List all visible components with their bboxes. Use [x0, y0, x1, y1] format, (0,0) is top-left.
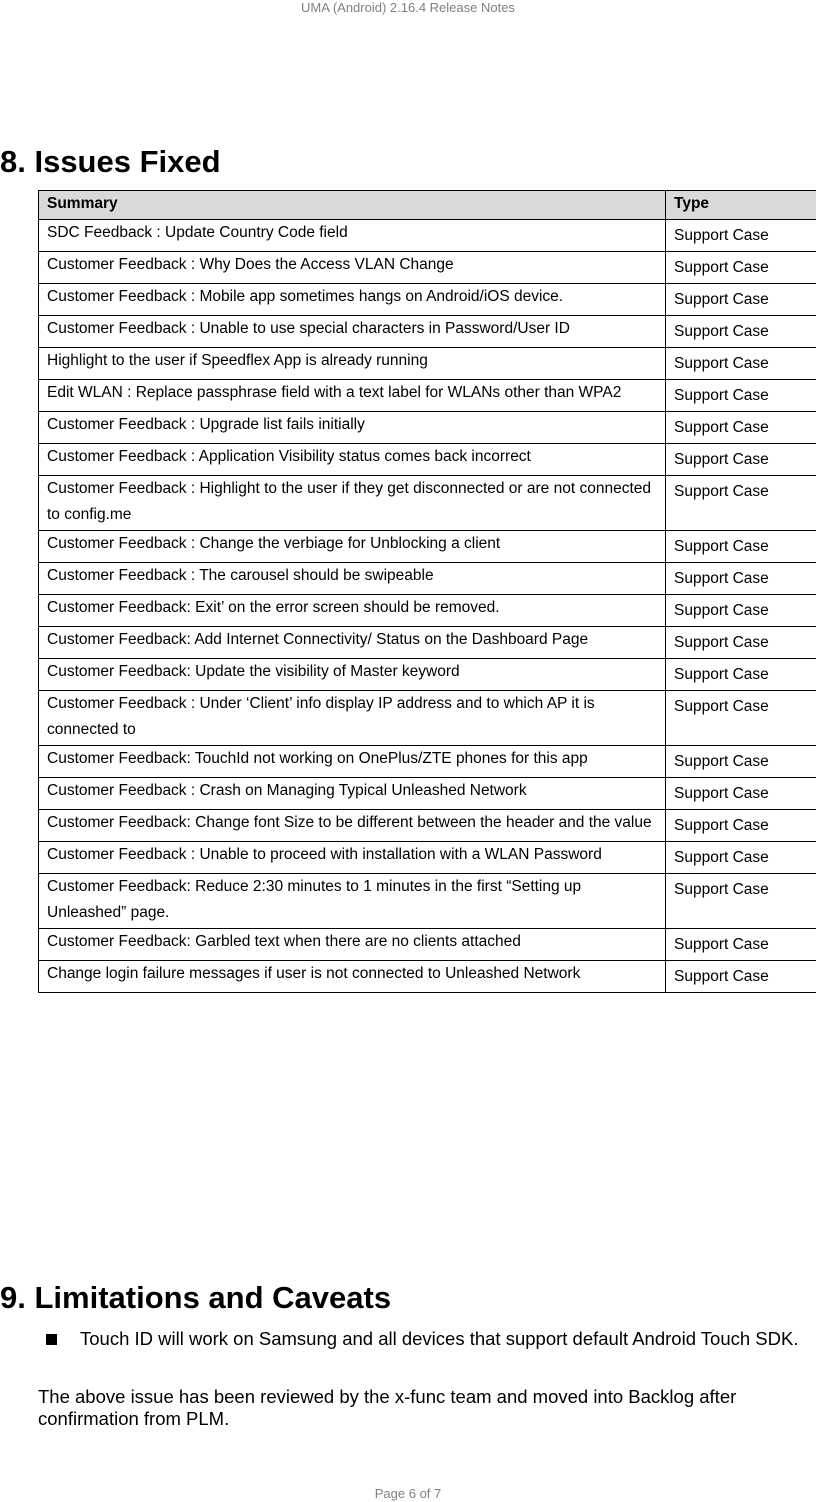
table-row: [39, 929, 816, 961]
table-row: [39, 842, 816, 874]
summary-cell: Customer Feedback : Unable to use special characters in Password/User ID: [39, 316, 666, 348]
type-cell: Support Case: [666, 444, 816, 476]
table-row: [39, 874, 816, 929]
type-cell: Support Case: [666, 284, 816, 316]
limitation-bullet-text: Touch ID will work on Samsung and all devices that support default Android Touch SDK.: [80, 1328, 799, 1349]
table-row: [39, 627, 816, 659]
summary-cell: Customer Feedback: Add Internet Connectivity/ Status on the Dashboard Page: [39, 627, 666, 659]
table-row: [39, 380, 816, 412]
page-number: Page 6 of 7: [374, 1486, 442, 1501]
summary-cell: Customer Feedback: Update the visibility of Master keyword: [39, 659, 666, 691]
table-row: [39, 961, 816, 993]
summary-cell: Customer Feedback: Change font Size to be different between the header and the value: [39, 810, 666, 842]
table-row: [39, 810, 816, 842]
summary-cell: Highlight to the user if Speedflex App is already running: [39, 348, 666, 380]
column-header-summary: Summary: [39, 191, 666, 220]
type-cell: Support Case: [666, 316, 816, 348]
table-row: [39, 412, 816, 444]
type-cell: Support Case: [666, 563, 816, 595]
type-cell: Support Case: [666, 380, 816, 412]
type-cell: Support Case: [666, 220, 816, 252]
summary-cell: Change login failure messages if user is not connected to Unleashed Network: [39, 961, 666, 993]
summary-cell: Customer Feedback : Upgrade list fails initially: [39, 412, 666, 444]
summary-cell: SDC Feedback : Update Country Code field: [39, 220, 666, 252]
table-row: [39, 316, 816, 348]
summary-cell: Customer Feedback : Crash on Managing Typical Unleashed Network: [39, 778, 666, 810]
table-row: [39, 691, 816, 746]
limitation-note: The above issue has been reviewed by the x-func team and moved into Backlog after confirmation from PLM.: [38, 1386, 737, 1429]
summary-cell: Edit WLAN : Replace passphrase field with a text label for WLANs other than WPA2: [39, 380, 666, 412]
type-cell: Support Case: [666, 252, 816, 284]
table-row: [39, 659, 816, 691]
summary-cell: Customer Feedback : Under ‘Client’ info display IP address and to which AP it is connected to: [39, 691, 666, 746]
summary-cell: Customer Feedback : Mobile app sometimes hangs on Android/iOS device.: [39, 284, 666, 316]
summary-cell: Customer Feedback: Reduce 2:30 minutes to 1 minutes in the first “Setting up Unleashed” page.: [39, 874, 666, 929]
type-cell: Support Case: [666, 412, 816, 444]
summary-cell: Customer Feedback: TouchId not working on OnePlus/ZTE phones for this app: [39, 746, 666, 778]
type-cell: Support Case: [666, 691, 816, 746]
limitation-bullet-item: [46, 1328, 816, 1350]
table-row: [39, 778, 816, 810]
table-row: [39, 595, 816, 627]
issues-fixed-table: [38, 190, 816, 993]
table-header-row: [39, 191, 816, 220]
column-header-type: Type: [666, 191, 816, 220]
type-cell: Support Case: [666, 348, 816, 380]
table-row: [39, 746, 816, 778]
type-cell: Support Case: [666, 929, 816, 961]
type-cell: Support Case: [666, 842, 816, 874]
type-cell: Support Case: [666, 810, 816, 842]
table-row: [39, 563, 816, 595]
running-header: UMA (Android) 2.16.4 Release Notes: [301, 0, 515, 15]
summary-cell: Customer Feedback: Exit’ on the error screen should be removed.: [39, 595, 666, 627]
summary-cell: Customer Feedback : Highlight to the user if they get disconnected or are not connected to config.me: [39, 476, 666, 531]
section-title-issues-fixed: 8. Issues Fixed: [0, 144, 221, 179]
table-row: [39, 348, 816, 380]
type-cell: Support Case: [666, 746, 816, 778]
type-cell: Support Case: [666, 659, 816, 691]
type-cell: Support Case: [666, 961, 816, 993]
table-row: [39, 252, 816, 284]
type-cell: Support Case: [666, 627, 816, 659]
square-bullet-icon: [46, 1334, 57, 1345]
table-row: [39, 476, 816, 531]
section-title-limitations: 9. Limitations and Caveats: [0, 1280, 392, 1315]
summary-cell: Customer Feedback : The carousel should be swipeable: [39, 563, 666, 595]
table-row: [39, 531, 816, 563]
summary-cell: Customer Feedback : Why Does the Access VLAN Change: [39, 252, 666, 284]
type-cell: Support Case: [666, 778, 816, 810]
summary-cell: Customer Feedback: Garbled text when there are no clients attached: [39, 929, 666, 961]
table-row: [39, 284, 816, 316]
summary-cell: Customer Feedback : Application Visibility status comes back incorrect: [39, 444, 666, 476]
summary-cell: Customer Feedback : Change the verbiage for Unblocking a client: [39, 531, 666, 563]
summary-cell: Customer Feedback : Unable to proceed with installation with a WLAN Password: [39, 842, 666, 874]
table-row: [39, 220, 816, 252]
type-cell: Support Case: [666, 476, 816, 531]
type-cell: Support Case: [666, 595, 816, 627]
type-cell: Support Case: [666, 531, 816, 563]
type-cell: Support Case: [666, 874, 816, 929]
table-row: [39, 444, 816, 476]
